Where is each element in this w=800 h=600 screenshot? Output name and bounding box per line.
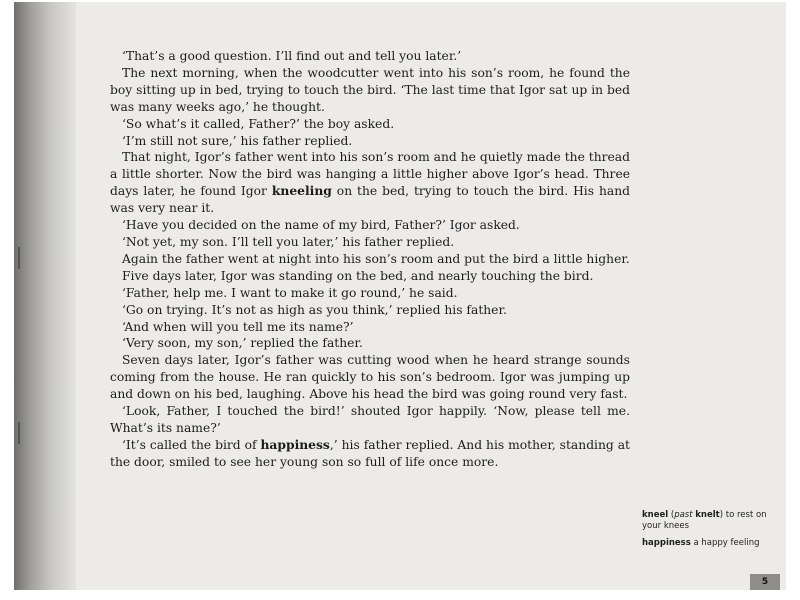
- paragraph: ‘Father, help me. I want to make it go round,’ he said.: [122, 285, 458, 300]
- glossary-word: happiness: [642, 538, 691, 548]
- text-run: ‘It’s called the bird of: [122, 437, 261, 452]
- paragraph: Again the father went at night into his son’s room and put the bird a little higher.: [122, 251, 630, 266]
- paragraph: ‘And when will you tell me its name?’: [122, 319, 354, 334]
- paragraph: ‘Go on trying. It’s not as high as you think,’ replied his father.: [122, 302, 507, 317]
- paragraph: [110, 149, 630, 217]
- paragraph: ‘Very soon, my son,’ replied the father.: [122, 336, 363, 351]
- glossary-past-word: knelt: [695, 510, 720, 520]
- book-spine: [14, 2, 76, 590]
- glossary-term-kneeling: kneeling: [271, 183, 332, 199]
- book-page: [14, 2, 786, 590]
- paragraph: ‘Look, Father, I touched the bird!’ shouted Igor happily. ‘Now, please tell me. What’s its name?’: [110, 404, 630, 435]
- paragraph: Seven days later, Igor’s father was cutting wood when he heard strange sounds coming from the house. He ran quickly to his son’s bedroom. Igor was jumping up and down on his bed, laughing. Above his head the bird was going round very fast.: [110, 353, 630, 402]
- paragraph: ‘So what’s it called, Father?’ the boy asked.: [122, 116, 395, 131]
- glossary-past-label: past: [674, 510, 693, 520]
- text-run: ,’ his father replied. And his mother, standing at the door, smiled to see her young son so full of life once more.: [110, 437, 630, 469]
- glossary-entry-kneel: [642, 510, 778, 532]
- paragraph: [110, 437, 630, 471]
- page-number: 5: [750, 574, 780, 590]
- paragraph: ‘That’s a good question. I’ll find out and tell you later.’: [122, 49, 462, 63]
- glossary-paren: (: [668, 510, 675, 520]
- paragraph: Five days later, Igor was standing on the bed, and nearly touching the bird.: [122, 268, 594, 283]
- text-run: on the bed, trying to touch the bird. His hand was very near it.: [110, 184, 630, 216]
- glossary-term-happiness: happiness: [260, 436, 330, 452]
- glossary-word: kneel: [642, 510, 669, 520]
- glossary-entry-happiness: [642, 538, 778, 549]
- glossary: [642, 510, 778, 555]
- paragraph: ‘Not yet, my son. I’ll tell you later,’ his father replied.: [122, 234, 455, 249]
- glossary-definition: a happy feeling: [690, 538, 760, 548]
- staple: [18, 247, 20, 269]
- glossary-definition: to rest on your knees: [642, 510, 767, 531]
- paragraph: ‘I’m still not sure,’ his father replied.: [122, 133, 353, 148]
- paragraph: ‘Have you decided on the name of my bird, Father?’ Igor asked.: [122, 218, 520, 233]
- paragraph: The next morning, when the woodcutter went into his son’s room, he found the boy sitting up in bed, trying to touch the bird. ‘The last time that Igor sat up in bed was many weeks ago,’ he thought.: [110, 65, 630, 114]
- staple: [18, 422, 20, 444]
- text-run: That night, Igor’s father went into his son’s room and he quietly made the thread a little shorter. Now the bird was hanging a little higher above Igor’s head. Three days later, he found Igor: [110, 150, 630, 199]
- story-text: [110, 48, 630, 471]
- glossary-paren: ): [719, 510, 724, 520]
